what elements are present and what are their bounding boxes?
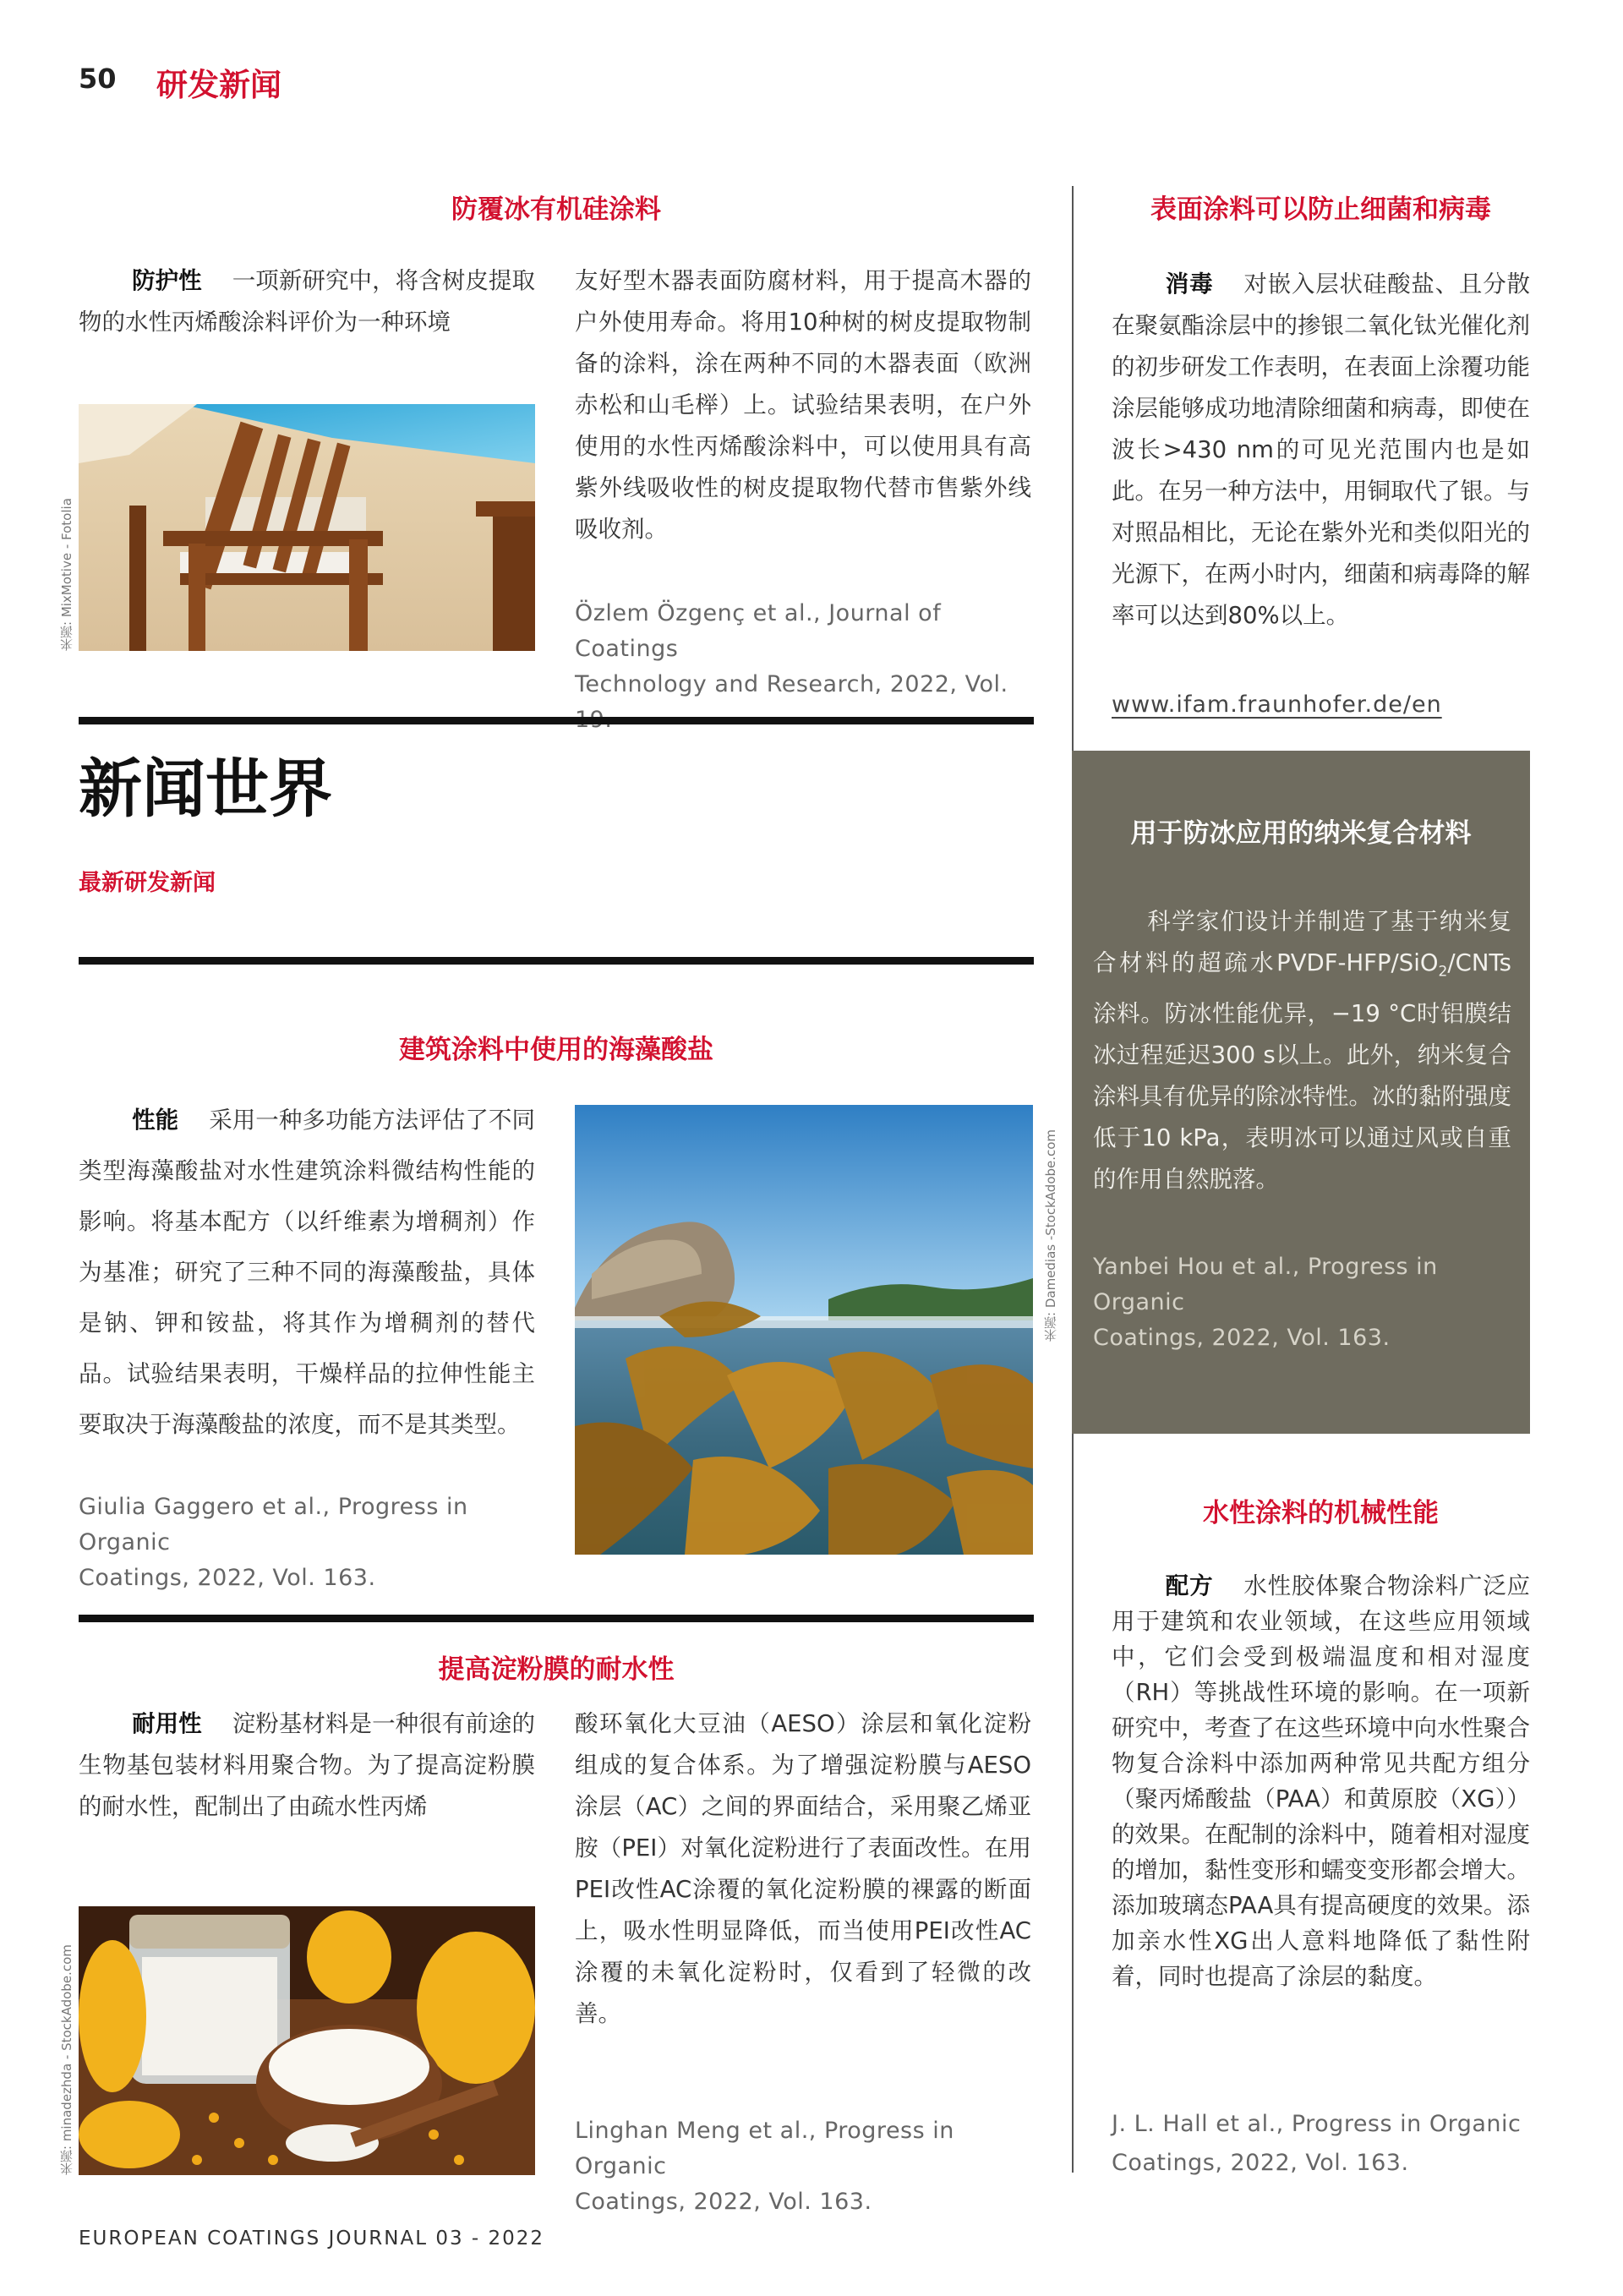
article2-body xyxy=(1112,264,1530,637)
photo-credit: 来源: Damedias -StockAdobe.com xyxy=(1043,1129,1058,1342)
article4-citation xyxy=(1093,1249,1524,1356)
article1-col1-text: 一项新研究中，将含树皮提取物的水性丙烯酸涂料评价为一种环境 xyxy=(79,267,535,336)
sidebar-box xyxy=(1072,751,1530,1434)
news-world-title: 新闻世界 xyxy=(79,752,333,826)
article5-col1 xyxy=(79,1703,535,1828)
article-title-nanocomposite: 用于防冰应用的纳米复合材料 xyxy=(1130,818,1472,849)
article1-keyword: 防护性 xyxy=(132,267,202,294)
citation-line: Coatings, 2022, Vol. 163. xyxy=(1093,1325,1391,1351)
citation-line: Coatings, 2022, Vol. 163. xyxy=(1112,2150,1409,2176)
section-title: 研发新闻 xyxy=(156,67,281,103)
article3-keyword: 性能 xyxy=(132,1107,179,1134)
article1-col2: 友好型木器表面防腐材料，用于提高木器的户外使用寿命。将用10种树的树皮提取物制备的涂料，涂在两种不同的木器表面（欧洲赤松和山毛榉）上。试验结果表明，在户外使用的水性丙烯酸涂料中，可以使用具有高紫外线吸收性的树皮提取物代替市售紫外线吸收剂。 xyxy=(575,267,1031,543)
photo-credit: 来源: minadezhda - StockAdobe.com xyxy=(59,1944,74,2175)
citation-line: Yanbei Hou et al., Progress in Organic xyxy=(1093,1254,1438,1315)
section-rule xyxy=(79,957,1034,965)
article-title-alginate: 建筑涂料中使用的海藻酸盐 xyxy=(399,1035,713,1065)
source-link[interactable]: www.ifam.fraunhofer.de/en xyxy=(1112,692,1442,718)
photo-kelp-seawater xyxy=(575,1105,1033,1555)
citation-line: Özlem Özgenç et al., Journal of Coatings xyxy=(575,600,942,662)
citation-line: Linghan Meng et al., Progress in Organic xyxy=(575,2118,954,2179)
footer-journal: EUROPEAN COATINGS JOURNAL 03 - 2022 xyxy=(79,2228,545,2250)
article2-keyword: 消毒 xyxy=(1165,271,1214,298)
page-number: 50 xyxy=(79,63,117,95)
article3-body xyxy=(79,1095,535,1450)
citation-line: Coatings, 2022, Vol. 163. xyxy=(79,1565,376,1591)
citation-line: J. L. Hall et al., Progress in Organic xyxy=(1112,2111,1522,2137)
article6-citation xyxy=(1112,2105,1551,2183)
photo-credit: 来源: MixMotive - Fotolia xyxy=(59,498,74,651)
article3-citation xyxy=(79,1490,552,1596)
article6-keyword: 配方 xyxy=(1165,1572,1214,1599)
article5-col2: 酸环氧化大豆油（AESO）涂层和氧化淀粉组成的复合体系。为了增强淀粉膜与AESO涂层（AC）之间的界面结合，采用聚乙烯亚胺（PEI）对氧化淀粉进行了表面改性。在用PEI改性AC涂覆的氧化淀粉膜的裸露的断面上，吸水性明显降低，而当使用PEI改性AC涂覆的未氧化淀粉时，仅看到了轻微的改善。 xyxy=(575,1710,1031,2027)
news-world-subtitle: 最新研发新闻 xyxy=(79,870,216,896)
citation-line: Technology and Research, 2022, Vol. xyxy=(575,671,1008,697)
citation-line: Coatings, 2022, Vol. 163. xyxy=(575,2189,872,2215)
section-rule xyxy=(79,717,1034,724)
article4-text: /CNTs涂料。防冰性能优异，−19 °C时铝膜结冰过程延迟300 s以上。此外，纳米复合涂料具有优异的除冰特性。冰的黏附强度低于10 kPa，表明冰可以通过风或自重的作用自然脱落。 xyxy=(1093,949,1511,1193)
article1-col1 xyxy=(79,260,535,343)
article3-text: 采用一种多功能方法评估了不同类型海藻酸盐对水性建筑涂料微结构性能的影响。将基本配方（以纤维素为增稠剂）作为基准；研究了三种不同的海藻酸盐，具体是钠、钾和铵盐，将其作为增稠剂的替代品。试验结果表明，干燥样品的拉伸性能主要取决于海藻酸盐的浓度，而不是其类型。 xyxy=(79,1107,535,1438)
article4-body xyxy=(1093,901,1511,1200)
article-title-mechanical-properties: 水性涂料的机械性能 xyxy=(1203,1498,1439,1528)
article5-citation xyxy=(575,2113,1048,2220)
article5-keyword: 耐用性 xyxy=(132,1710,202,1737)
article-title-antibacterial-coating: 表面涂料可以防止细菌和病毒 xyxy=(1150,194,1491,225)
citation-line: Giulia Gaggero et al., Progress in Organic xyxy=(79,1494,468,1555)
article5-col1-text: 淀粉基材料是一种很有前途的生物基包装材料用聚合物。为了提高淀粉膜的耐水性，配制出了由疏水性丙烯 xyxy=(79,1710,535,1820)
article6-text: 水性胶体聚合物涂料广泛应用于建筑和农业领域，在这些应用领域中，它们会受到极端温度和相对湿度（RH）等挑战性环境的影响。在一项新研究中，考查了在这些环境中向水性聚合物复合涂料中添加两种常见共配方组分（聚丙烯酸盐（PAA）和黄原胶（XG））的效果。在配制的涂料中，随着相对湿度的增加，黏性变形和蠕变变形都会增大。添加玻璃态PAA具有提高硬度的效果。添加亲水性XG出人意料地降低了黏性附着，同时也提高了涂层的黏度。 xyxy=(1112,1572,1531,1990)
article2-text: 对嵌入层状硅酸盐、且分散在聚氨酯涂层中的掺银二氧化钛光催化剂的初步研发工作表明，在表面上涂覆功能涂层能够成功地清除细菌和病毒，即使在波长>430 nm的可见光范围内也是如此。在另一种方法中，用铜取代了银。与对照品相比，无论在紫外光和类似阳光的光源下，在两小时内，细菌和病毒降的解率可以达到80%以上。 xyxy=(1112,271,1531,629)
photo-corn-starch xyxy=(79,1906,535,2175)
article6-body xyxy=(1112,1568,1530,1994)
article-title-starch-film: 提高淀粉膜的耐水性 xyxy=(438,1654,675,1685)
section-rule xyxy=(79,1615,1034,1622)
article4-text: 科学家们设计并制造了基于纳米复合材料的超疏水PVDF-HFP/SiO xyxy=(1093,908,1511,976)
subscript: 2 xyxy=(1438,963,1448,981)
photo-wooden-chair xyxy=(79,404,535,651)
article-title-antiicing-silicone: 防覆冰有机硅涂料 xyxy=(451,194,661,225)
